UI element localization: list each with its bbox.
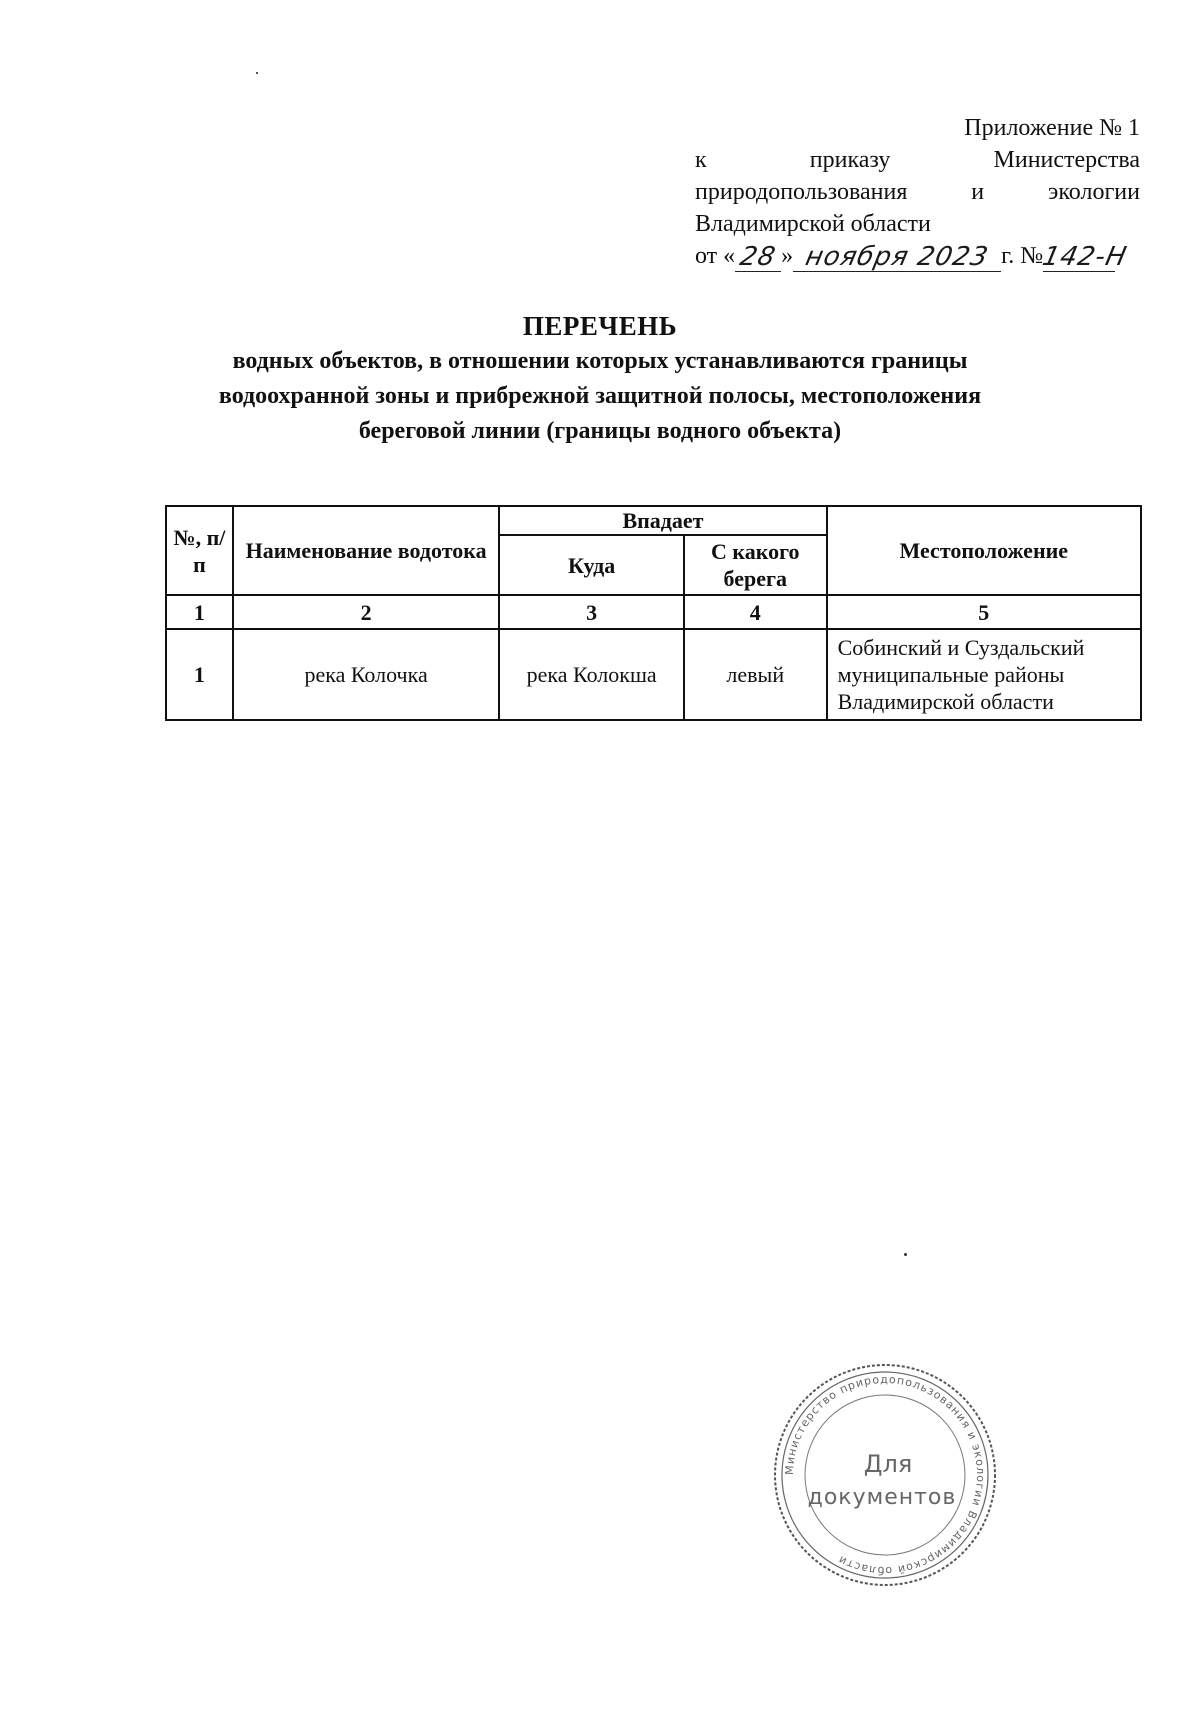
heading-line-2: водоохранной зоны и прибрежной защитной полосы, местоположения [218,383,982,409]
annex-k: к [695,147,707,173]
header-where: Куда [499,535,684,595]
header-num: №, п/п [166,506,233,595]
header-name: Наименование водотока [233,506,499,595]
header-location: Местоположение [827,506,1141,595]
handwritten-order-number: 142-Н [1040,242,1130,272]
annex-date-line [695,240,1140,272]
annex-word-and: и [971,179,985,205]
scan-speck [904,1253,907,1256]
header-flows: Впадает [499,506,826,535]
column-number: 3 [499,595,684,629]
date-prefix: от « [695,243,736,269]
date-quote-close: » [781,243,794,269]
order-number-field [1040,242,1130,272]
stamp-text-line-2: документов [807,1485,957,1510]
document-heading [150,308,1050,449]
row-bank: левый [684,629,827,720]
column-number: 2 [233,595,499,629]
row-num: 1 [166,629,233,720]
handwritten-month-year: ноября 2023 [802,242,992,272]
column-number-row [166,595,1141,629]
date-year-suffix: г. № [1001,243,1044,269]
column-number: 4 [684,595,827,629]
heading-title: ПЕРЕЧЕНЬ [522,311,678,341]
date-month-field [793,242,1001,272]
column-number: 5 [827,595,1141,629]
annex-header [695,112,1140,272]
date-day-field [735,242,781,272]
row-name: река Колочка [233,629,499,720]
stamp-text-line-1: Для [863,1450,913,1478]
row-location: Собинский и Суздальский муниципальные районы Владимирской области [827,629,1141,720]
stamp-ring-text: Министерство природопользования и экологии Владимирской области [782,1372,988,1578]
annex-word-ecology: экологии [1048,179,1140,205]
table-header-row [166,506,1141,535]
header-bank: С какого берега [684,535,827,595]
row-where: река Колокша [499,629,684,720]
water-objects-table [165,505,1142,721]
table-row [166,629,1141,720]
heading-line-1: водных объектов, в отношении которых устанавливаются границы [232,348,968,374]
handwritten-day: 28 [737,242,779,272]
scan-speck [256,72,258,74]
annex-ministry-word: Министерства [993,147,1140,173]
annex-order-line [695,144,1140,176]
column-number: 1 [166,595,233,629]
annex-title: Приложение № 1 [964,115,1140,141]
heading-line-3: береговой линии (границы водного объекта) [358,418,842,444]
official-stamp [770,1360,1000,1590]
annex-ministry-line [695,176,1140,208]
annex-order-word: приказу [809,147,891,173]
annex-word-nature: природопользования [695,179,908,205]
annex-region-line: Владимирской области [695,211,931,237]
